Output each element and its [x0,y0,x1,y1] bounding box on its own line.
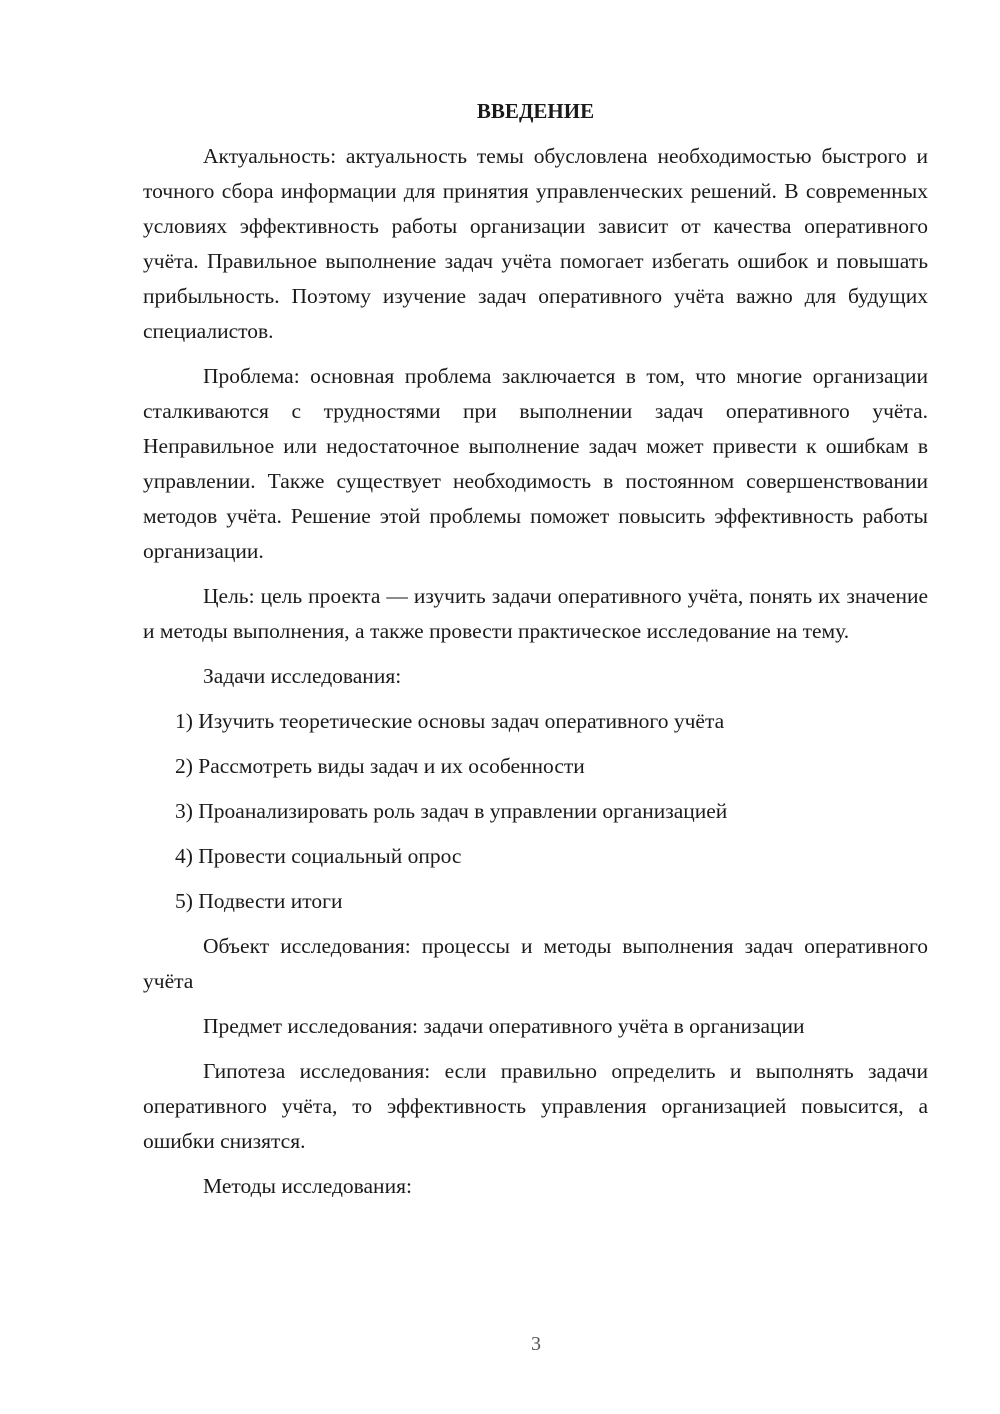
list-item: 4) Провести социальный опрос [175,844,462,868]
problem-paragraph: Проблема: основная проблема заключается в том, что многие организации сталкиваются с трудностями при выполнении задач оперативного учёта. Неправильное или недостаточное выполнение задач может привести к ошибкам в управлении. Также существует необходимость в постоянном совершенствовании методов учёта. Решение этой проблемы поможет повысить эффективность работы организации. [143,364,928,563]
subject-paragraph: Предмет исследования: задачи оперативного учёта в организации [203,1014,805,1038]
list-item: 5) Подвести итоги [175,889,343,913]
page-number: 3 [531,1333,541,1355]
list-item: 3) Проанализировать роль задач в управлении организацией [175,799,728,823]
relevance-paragraph: Актуальность: актуальность темы обусловлена необходимостью быстрого и точного сбора информации для принятия управленческих решений. В современных условиях эффективность работы организации зависит от качества оперативного учёта. Правильное выполнение задач учёта помогает избегать ошибок и повышать прибыльность. Поэтому изучение задач оперативного учёта важно для будущих специалистов. [143,144,928,343]
tasks-list [143,704,928,919]
tasks-heading: Задачи исследования: [203,664,402,688]
hypothesis-paragraph: Гипотеза исследования: если правильно определить и выполнять задачи оперативного учёта, то эффективность управления организацией повысится, а ошибки снизятся. [143,1059,928,1153]
page-title: ВВЕДЕНИЕ [476,99,595,123]
list-item: 1) Изучить теоретические основы задач оперативного учёта [175,709,725,733]
object-paragraph: Объект исследования: процессы и методы выполнения задач оперативного учёта [143,934,928,993]
document-page [143,93,928,1214]
methods-heading: Методы исследования: [203,1174,412,1198]
list-item: 2) Рассмотреть виды задач и их особенности [175,754,585,778]
goal-paragraph: Цель: цель проекта — изучить задачи оперативного учёта, понять их значение и методы выполнения, а также провести практическое исследование на тему. [143,584,928,643]
